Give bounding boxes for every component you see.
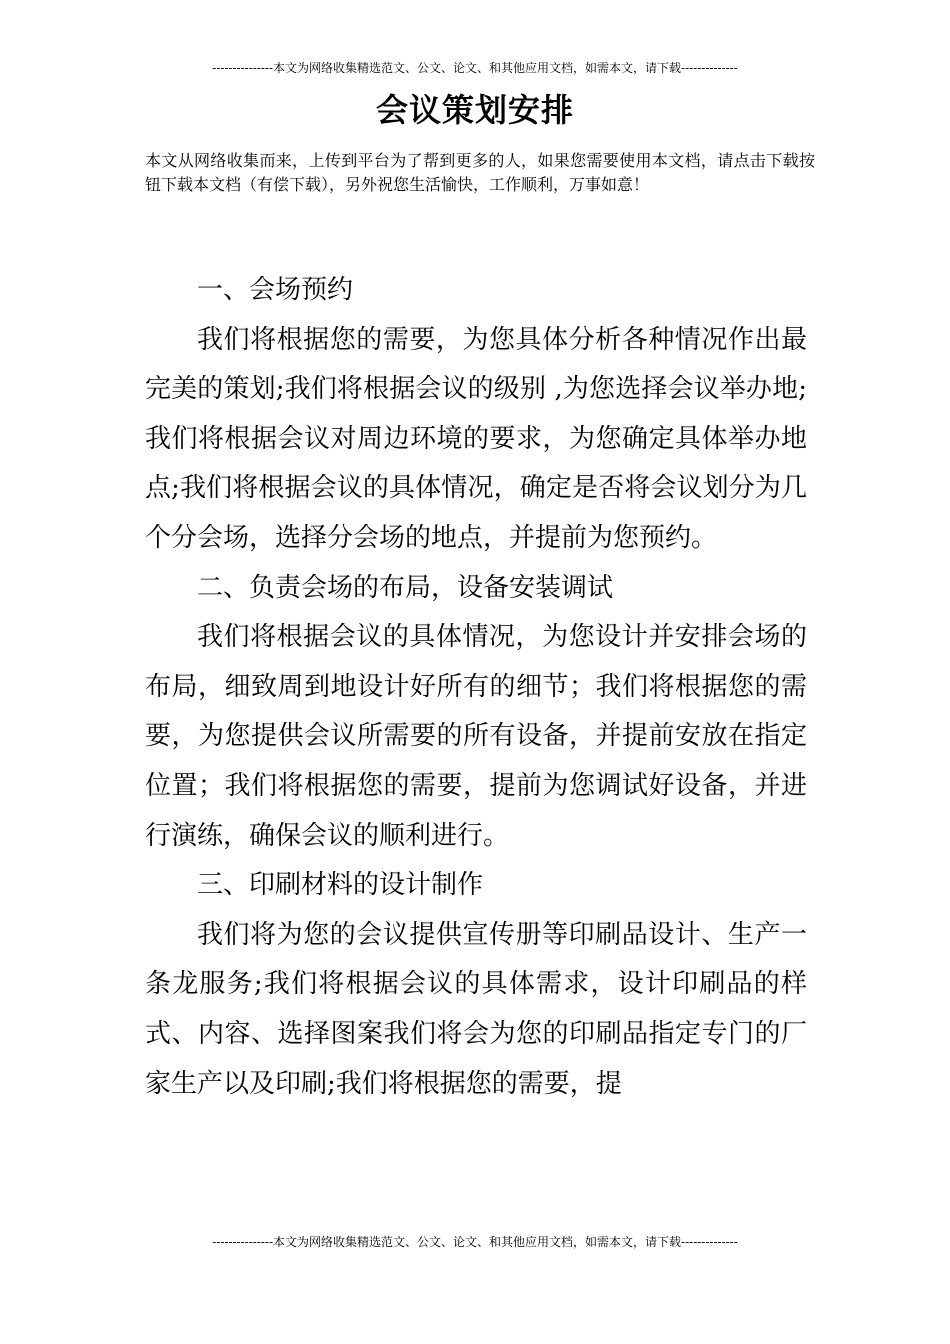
document-title: 会议策划安排 — [375, 91, 574, 129]
section-text-2: 我们将根据会议的具体情况，为您设计并安排会场的布局，细致周到地设计好所有的细节；我们将根据您的需要，为您提供会议所需要的所有设备，并提前安放在指定位置；我们将根据您的需要，提前为您调试好设备，并进行演练，确保会议的顺利进行。 — [145, 622, 807, 851]
section-text-1: 我们将根据您的需要，为您具体分析各种情况作出最完美的策划;我们将根据会议的级别 ,为您选择会议举办地;我们将根据会议对周边环境的要求，为您确定具体举办地点;我们将根据会议的具体情况，确定是否将会议划分为几个分会场，选择分会场的地点，并提前为您预约。 — [145, 324, 807, 553]
section-text-3: 我们将为您的会议提供宣传册等印刷品设计、生产一条龙服务;我们将根据会议的具体需求，设计印刷品的样式、内容、选择图案我们将会为您的印刷品指定专门的厂家生产以及印刷;我们将根据您的需要，提 — [145, 919, 807, 1099]
section-heading-1: 一、会场预约 — [197, 275, 354, 305]
intro-paragraph: 本文从网络收集而来，上传到平台为了帮到更多的人，如果您需要使用本文档，请点击下载按钮下载本文档（有偿下载），另外祝您生活愉快，工作顺利，万事如意！ — [145, 151, 815, 194]
document-body — [145, 266, 807, 1109]
section-heading-2: 二、负责会场的布局，设备安装调试 — [197, 572, 614, 603]
header-banner: ---------------本文为网络收集精选范文、公文、论文、和其他应用文档，如需本文，请下载-------------- — [212, 61, 738, 75]
section-heading-3: 三、印刷材料的设计制作 — [197, 870, 484, 901]
footer-banner: ---------------本文为网络收集精选范文、公文、论文、和其他应用文档，如需本文，请下载-------------- — [212, 1235, 738, 1249]
